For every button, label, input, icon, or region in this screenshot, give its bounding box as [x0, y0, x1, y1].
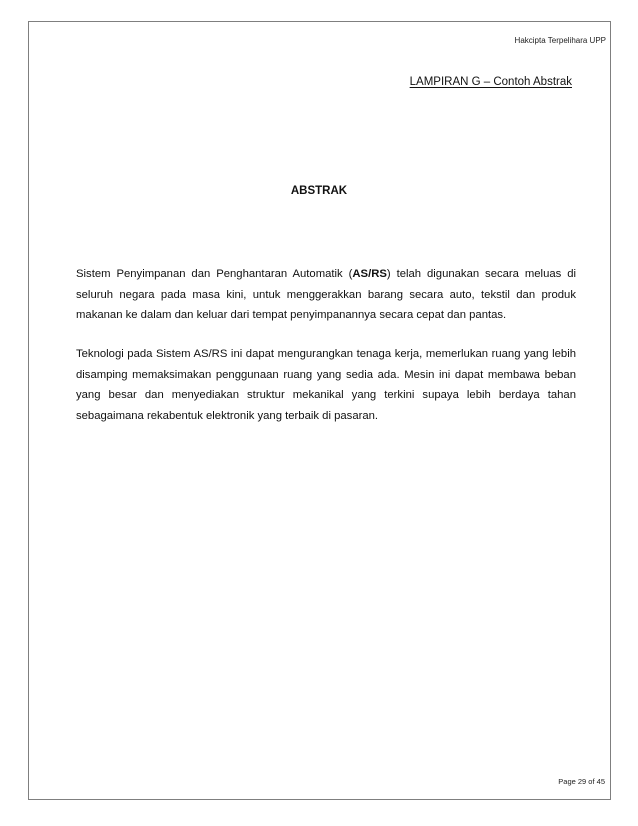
abstract-paragraph-2: Teknologi pada Sistem AS/RS ini dapat mengurangkan tenaga kerja, memerlukan ruang yang lebih disamping memaksimakan penggunaan ruang yang sedia ada. Mesin ini dapat membawa beban yang besar dan menyediakan struktur mekanikal yang terkini supaya lebih berdaya tahan sebagaimana rekabentuk elektronik yang terbaik di pasaran.: [76, 348, 576, 422]
paragraph-1-text-end: ) telah digunakan secara meluas di seluruh negara pada masa kini, untuk menggerakkan barang secara auto, tekstil dan produk makanan ke dalam dan keluar dari tempat penyimpanannya secara cepat dan pantas.: [76, 268, 576, 321]
page-number: Page 29 of 45: [558, 777, 605, 786]
appendix-title: LAMPIRAN G – Contoh Abstrak: [409, 76, 572, 88]
asrs-bold-term: AS/RS: [352, 268, 387, 280]
header-copyright: Hakcipta Terpelihara UPP: [514, 36, 606, 45]
abstract-heading: ABSTRAK: [290, 185, 348, 197]
abstract-paragraph-1: [76, 264, 576, 326]
paragraph-1-text-start: Sistem Penyimpanan dan Penghantaran Automatik (: [76, 268, 353, 280]
